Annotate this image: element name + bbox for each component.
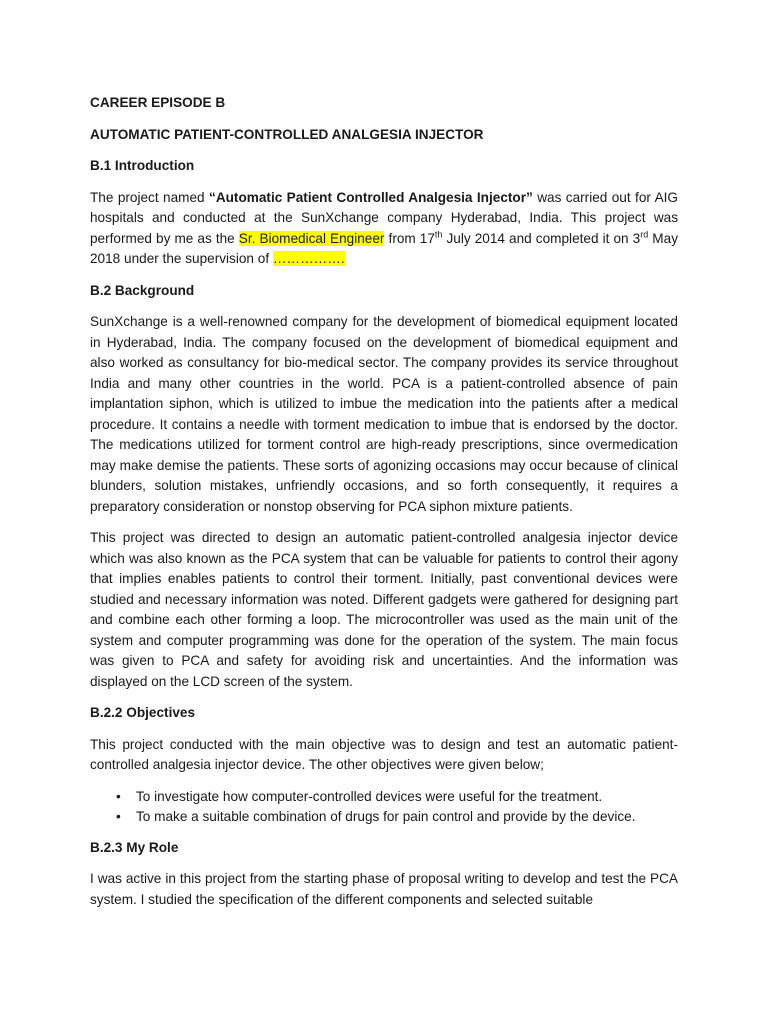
list-item-text: To investigate how computer-controlled devices were useful for the treatment. xyxy=(136,788,603,804)
section-heading-introduction: B.1 Introduction xyxy=(90,158,195,173)
ordinal-rd: rd xyxy=(640,228,649,239)
list-item-text: To make a suitable combination of drugs for pain control and provide by the device. xyxy=(136,809,636,824)
objectives-list xyxy=(90,787,678,828)
intro-text-e: May 2018 under the supervision of xyxy=(90,230,678,266)
list-item xyxy=(116,787,678,808)
background-paragraph-2: This project was directed to design an automatic patient-controlled analgesia injector device which was also known as the PCA system that can be valuable for patients to control their agony that implies enables patients to control their torment. Initially, past conventional devices were studied and necessary information was noted. Different gadgets were gathered for designing part and combine each other forming a loop. The microcontroller was used as the main unit of the system and computer programming was done for the operation of the system. The main focus was given to PCA and safety for avoiding risk and uncertainties. And the information was displayed on the LCD screen of the system. xyxy=(90,530,678,689)
section-heading-objectives: B.2.2 Objectives xyxy=(90,705,196,720)
project-name-bold: “Automatic Patient Controlled Analgesia Injector” xyxy=(209,189,533,205)
bullet-icon: • xyxy=(116,788,121,804)
ordinal-th: th xyxy=(434,228,443,239)
intro-text-b: was carried out for AIG hospitals and conducted at the SunXchange company Hyderabad, India. This project was performed by me as the xyxy=(90,189,678,246)
highlighted-supervisor-placeholder: ……………. xyxy=(272,251,345,266)
intro-text-a: The project named xyxy=(90,189,210,205)
background-paragraph-1: SunXchange is a well-renowned company for the development of biomedical equipment located in Hyderabad, India. The company focused on the development of biomedical equipment and also worked as consultancy for bio-medical sector. The company provides its service throughout India and many other countries in the world. PCA is a patient-controlled absence of pain implantation siphon, which is utilized to imbue the medication into the patients after a medical procedure. It contains a needle with torment medication to imbue that is endorsed by the doctor. The medications utilized for torment control are high-ready prescriptions, since overmedication may make demise the patients. These sorts of agonizing occasions may occur because of clinical blunders, solution mistakes, unfriendly occasions, and so forth consequently, it requires a preparatory consideration or nonstop observing for PCA siphon mixture patients. xyxy=(90,314,678,514)
objectives-paragraph: This project conducted with the main objective was to design and test an automatic patient-controlled analgesia injector device. The other objectives were given below; xyxy=(90,736,678,772)
project-title: AUTOMATIC PATIENT-CONTROLLED ANALGESIA INJECTOR xyxy=(90,126,484,142)
section-heading-background: B.2 Background xyxy=(90,282,195,298)
role-paragraph: I was active in this project from the starting phase of proposal writing to develop and test the PCA system. I studied the specification of the different components and selected suitable xyxy=(90,871,678,907)
intro-text-d: July 2014 and completed it on 3 xyxy=(442,230,641,246)
episode-title: CAREER EPISODE B xyxy=(90,95,226,110)
bullet-icon: • xyxy=(116,809,121,824)
section-heading-my-role: B.2.3 My Role xyxy=(90,839,179,855)
highlighted-role: Sr. Biomedical Engineer xyxy=(238,230,385,246)
introduction-paragraph xyxy=(90,188,678,270)
intro-text-c: from 17 xyxy=(384,230,435,246)
list-item xyxy=(116,807,678,828)
